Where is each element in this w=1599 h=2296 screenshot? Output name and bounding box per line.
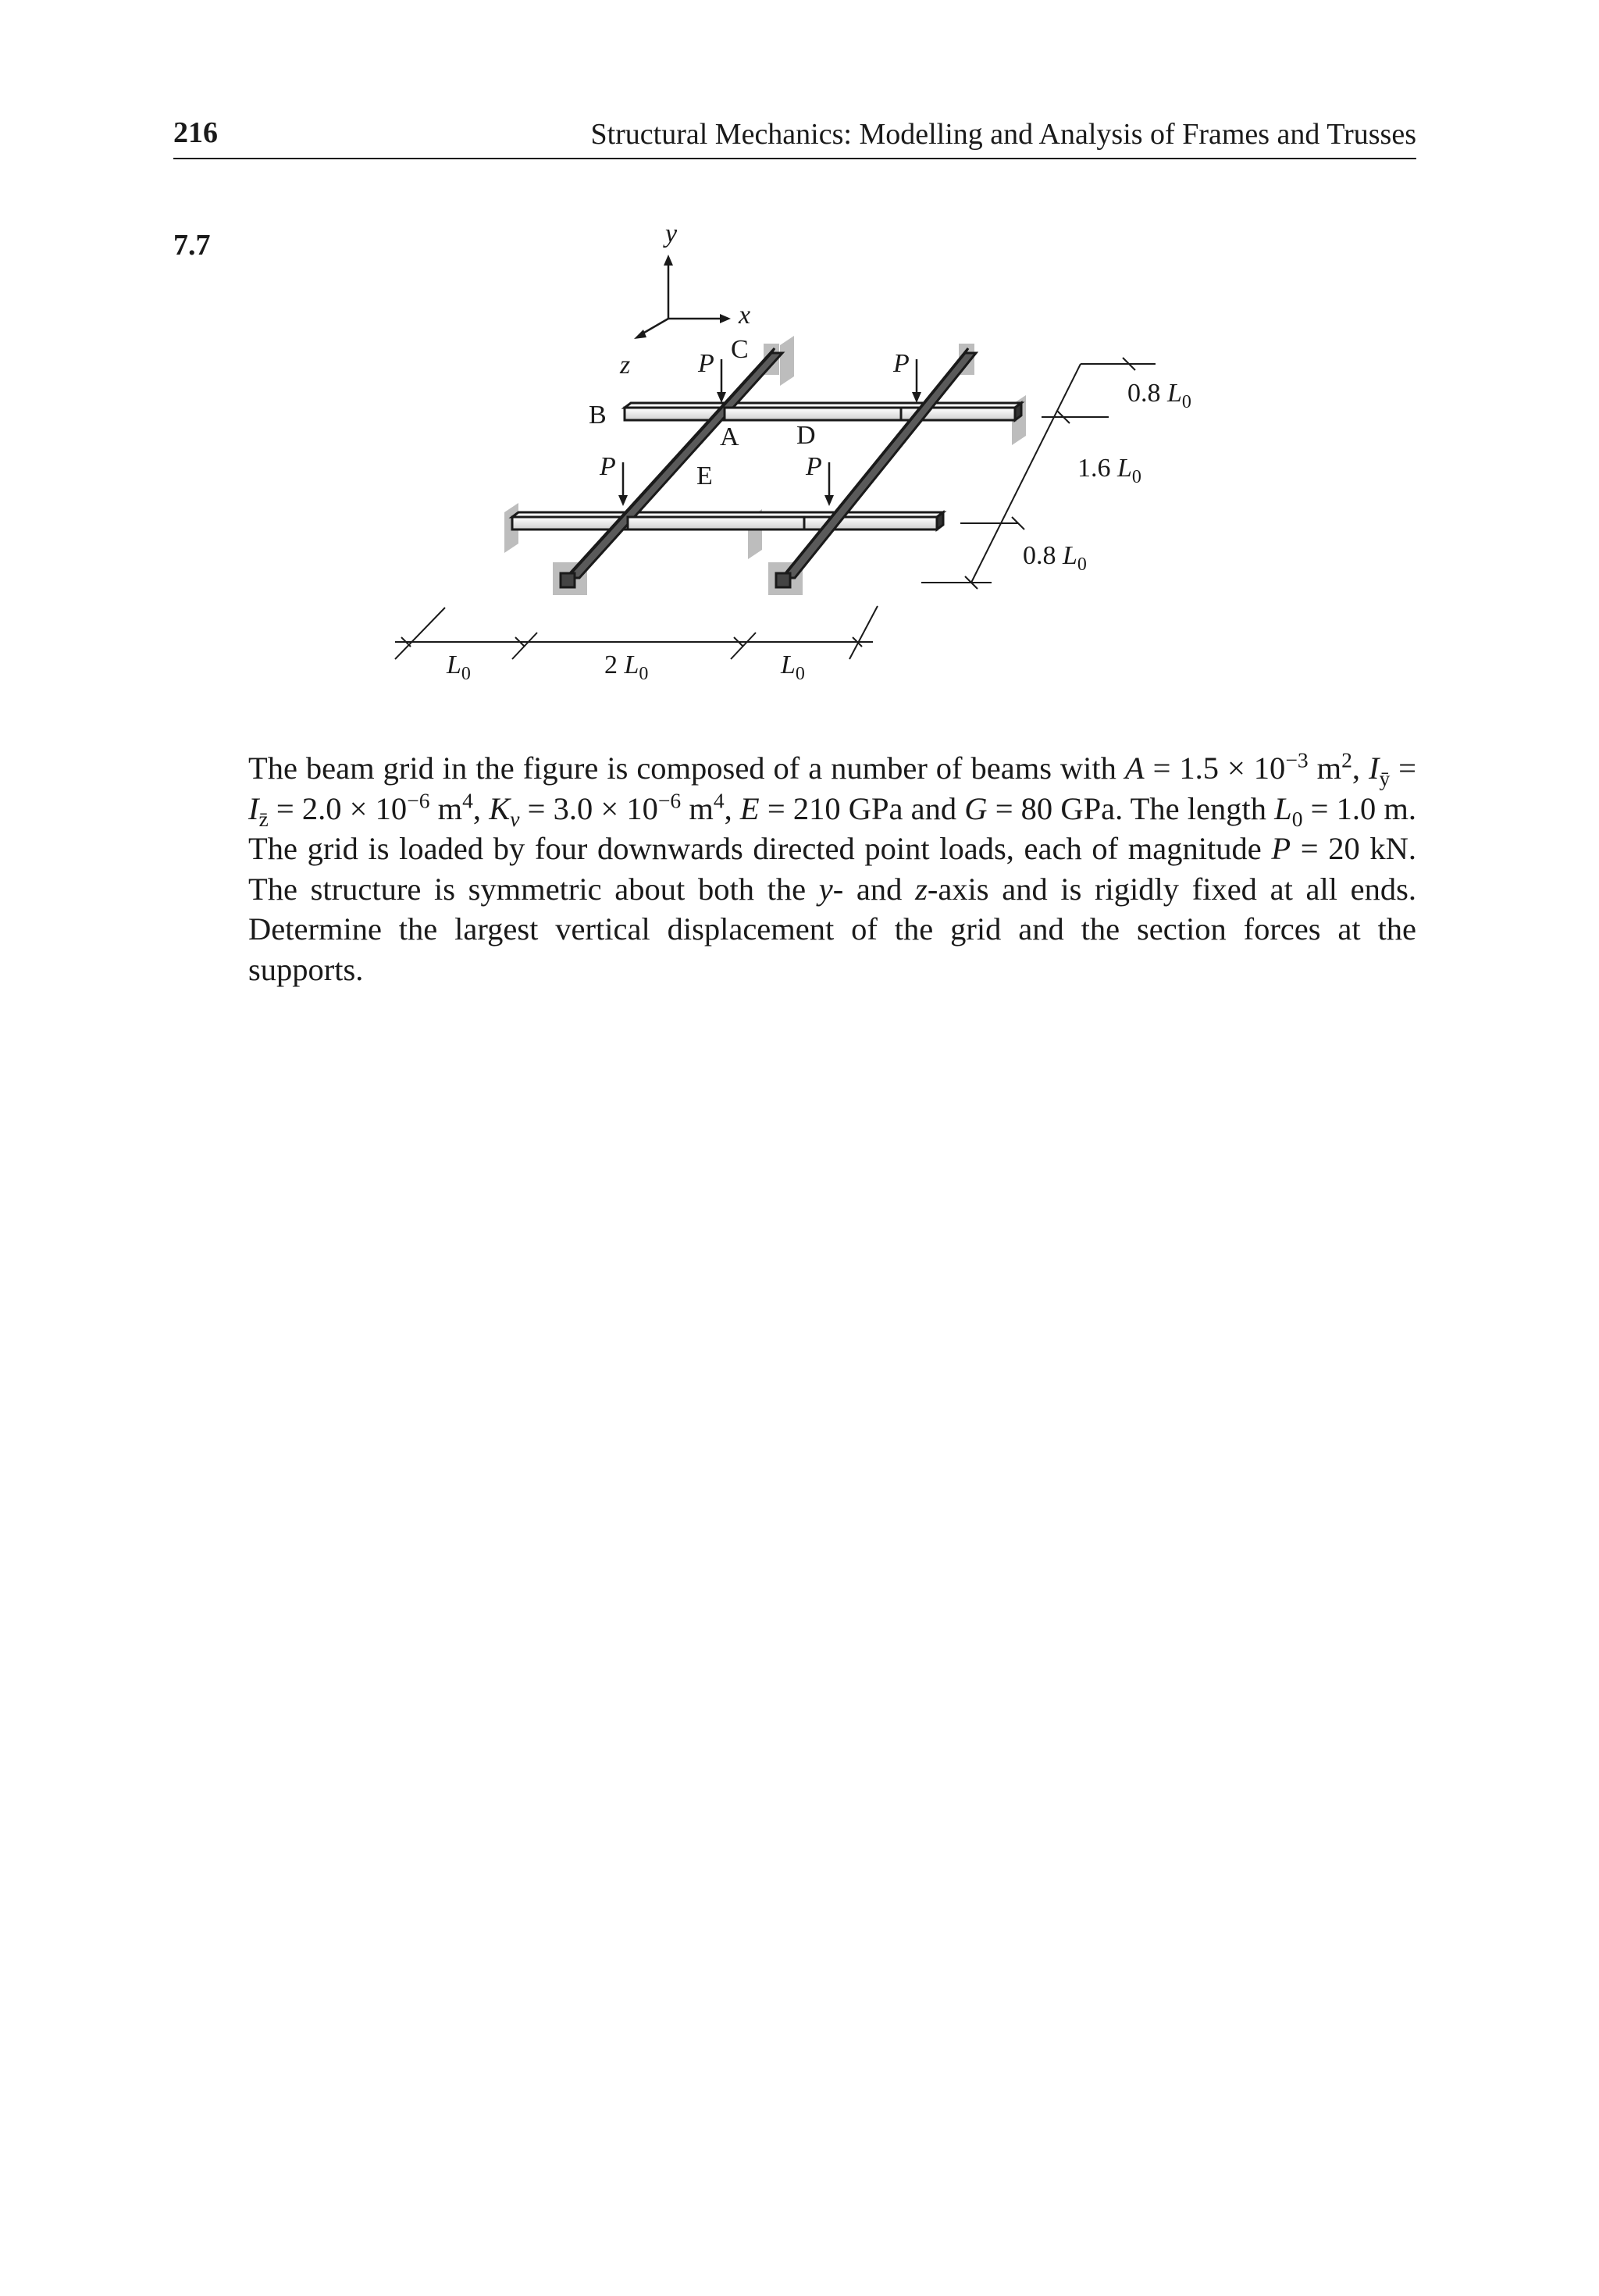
point-label-c: C — [731, 335, 749, 364]
dimension-left: $L_0$ — [447, 651, 471, 684]
beam-x-front-mid — [628, 517, 804, 529]
support-plate — [780, 336, 794, 386]
point-label-b: B — [589, 401, 607, 430]
header-rule — [173, 158, 1416, 159]
x-axis-label: x — [739, 301, 751, 330]
z-axis-arrow — [634, 330, 646, 339]
beam-x-front-end — [937, 512, 943, 529]
load-label: P — [806, 452, 822, 481]
problem-number: 7.7 — [173, 229, 211, 262]
beam-z-left-end — [561, 573, 575, 587]
dimension-right: $L_0$ — [781, 651, 805, 684]
y-axis-arrow — [664, 255, 673, 266]
coordinate-axes — [634, 255, 731, 339]
dimension-mid-depth: 1.6 $L_0$ — [1077, 454, 1141, 487]
dimension-top-depth: 0.8 $L_0$ — [1127, 379, 1191, 412]
beam-z-left-top — [567, 348, 775, 578]
load-label: P — [600, 452, 616, 481]
problem-text: The beam grid in the figure is composed of a number of beams with $A = 1.5 \times 10^{-3}$ $m^2$, $I_ȳ = I_{z̄} = 2.0 \times 10^{-6}$ $m^4$, $K_v = 3.0 \times 10^{-6}$ $m^4$, E = 210 GPa and G = 80 GPa. The length $L_0 = 1.0$ m. The grid is loaded by four downwards directed point loads, each of magnitude P = 20 kN. The structure is symmetric about both the y- and z-axis and is rigidly fixed at all ends. Determine the largest vertical displacement of the grid and the section forces at the supports. — [248, 747, 1417, 987]
x-axis-arrow — [720, 314, 731, 323]
beam-grid-figure — [375, 211, 1296, 711]
beam-z-right-end — [776, 573, 790, 587]
point-label-a: A — [720, 422, 739, 451]
point-label-e: E — [696, 462, 713, 490]
page-number: 216 — [173, 116, 218, 149]
running-title: Structural Mechanics: Modelling and Analysis of Frames and Trusses — [590, 118, 1416, 151]
dimension-bottom-depth: 0.8 $L_0$ — [1023, 541, 1087, 575]
point-label-d: D — [796, 421, 816, 450]
beam-x-back-end — [1015, 403, 1021, 420]
z-axis-label: z — [620, 351, 631, 380]
load-label: P — [893, 349, 910, 378]
dimension-middle: 2 $L_0$ — [604, 651, 649, 684]
load-label: P — [698, 349, 714, 378]
beam-x-back-mid — [725, 408, 901, 420]
y-axis-label: y — [665, 219, 678, 248]
